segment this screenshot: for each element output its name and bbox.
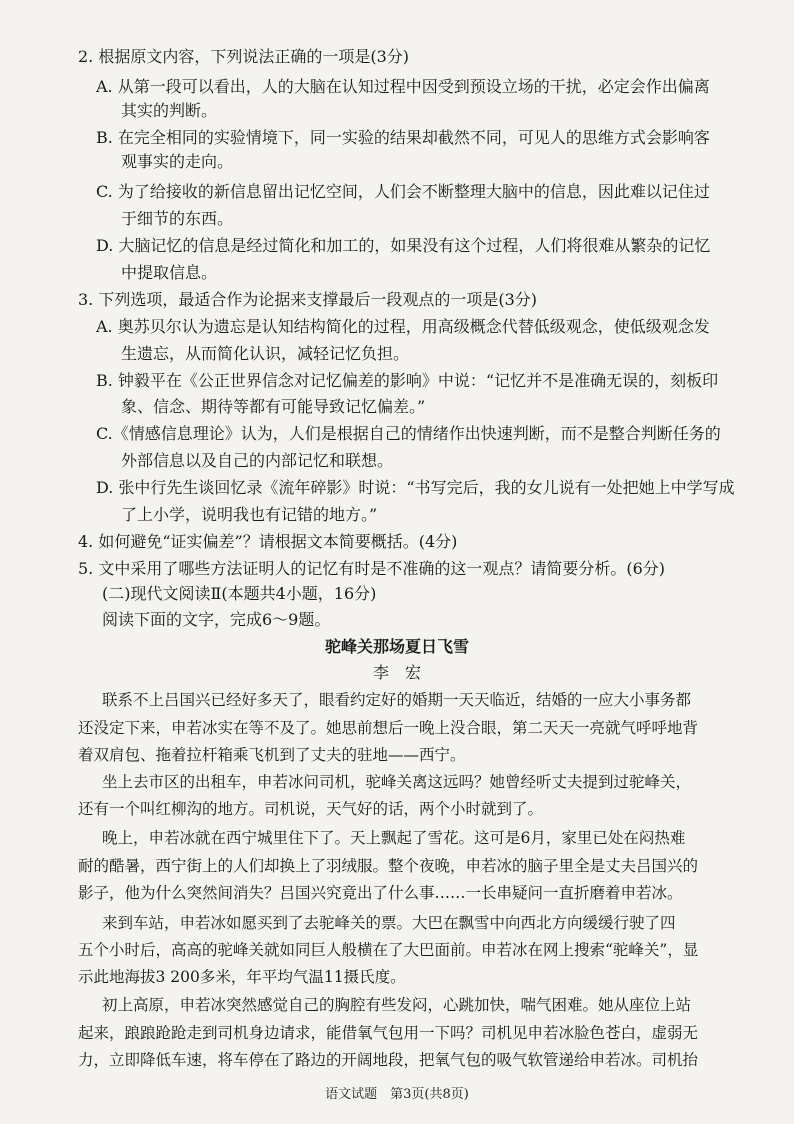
section-instruction: 阅读下面的文字，完成6～9题。 [102, 610, 331, 629]
story-line: 力，立即降低车速，将车停在了路边的开阔地段，把氧气包的吸气软管递给申若冰。司机抬 [78, 1051, 699, 1069]
question-3-option-a: A. 奥苏贝尔认为遗忘是认知结构简化的过程，用高级概念代替低级观念，使低级观念发 [96, 317, 710, 336]
question-3-option-c: C.《情感信息理论》认为，人们是根据自己的情绪作出快速判断，而不是整合判断任务的 [96, 424, 721, 443]
question-5: 5. 文中采用了哪些方法证明人的记忆有时是不准确的这一观点？请简要分析。(6分) [78, 559, 666, 578]
story-line: 还没定下来，申若冰实在等不及了。她思前想后一晚上没合眼，第二天天一亮就气呼呼地背 [78, 719, 699, 737]
story-line: 初上高原，申若冰突然感觉自己的胸腔有些发闷，心跳加快，喘气困难。她从座位上站 [102, 996, 692, 1014]
story-line: 还有一个叫红柳沟的地方。司机说，天气好的话，两个小时就到了。 [78, 800, 544, 818]
story-author: 李 宏 [372, 663, 421, 682]
story-line: 影子，他为什么突然间消失？吕国兴究竟出了什么事……一长串疑问一直折磨着申若冰。 [78, 884, 683, 902]
section-heading: (二)现代文阅读Ⅱ(本题共4小题，16分) [102, 584, 377, 603]
question-2-option-d-cont: 中提取信息。 [121, 263, 218, 282]
page-footer: 语文试题 第3页(共8页) [325, 1087, 469, 1102]
question-3-option-b: B. 钟毅平在《公正世界信念对记忆偏差的影响》中说：“记忆并不是准确无误的，刻板印 [96, 371, 719, 390]
question-2-option-b: B. 在完全相同的实验情境下，同一实验的结果却截然不同，可见人的思维方式会影响客 [96, 128, 710, 147]
story-line: 晚上，申若冰就在西宁城里住下了。天上飘起了雪花。这可是6月，家里已处在闷热难 [102, 829, 686, 847]
story-line: 来到车站，申若冰如愿买到了去驼峰关的票。大巴在飘雪中向西北方向缓缓行驶了四 [102, 914, 676, 932]
question-2-option-a: A. 从第一段可以看出，人的大脑在认知过程中因受到预设立场的干扰，必定会作出偏离 [96, 77, 710, 96]
question-3-option-b-cont: 象、信念、期待等都有可能导致记忆偏差。” [121, 397, 426, 416]
question-2-option-a-cont: 其实的判断。 [121, 101, 218, 120]
question-3-option-c-cont: 外部信息以及自己的内部记忆和联想。 [121, 451, 394, 470]
question-2-option-d: D. 大脑记忆的信息是经过简化和加工的，如果没有这个过程，人们将很难从繁杂的记忆 [96, 236, 711, 255]
question-3-stem: 3. 下列选项，最适合作为论据来支撑最后一段观点的一项是(3分) [78, 290, 538, 309]
story-line: 联系不上吕国兴已经好多天了，眼看约定好的婚期一天天临近，结婚的一应大小事务都 [102, 691, 692, 709]
story-line: 起来，踉踉跄跄走到司机身边请求，能借氧气包用一下吗？司机见申若冰脸色苍白，虚弱无 [78, 1024, 699, 1042]
question-3-option-d-cont: 了上小学，说明我也有记错的地方。” [121, 505, 378, 524]
story-line: 耐的酷暑，西宁街上的人们却换上了羽绒服。整个夜晚，申若冰的脑子里全是丈夫吕国兴的 [78, 857, 699, 875]
question-3-option-d: D. 张中行先生谈回忆录《流年碎影》时说：“书写完后，我的女儿说有一处把她上中学写成 [96, 478, 735, 497]
question-2-option-b-cont: 观事实的走向。 [121, 152, 234, 171]
story-line: 五个小时后，高高的驼峰关就如同巨人般横在了大巴面前。申若冰在网上搜索“驼峰关”，显 [78, 941, 699, 959]
story-title: 驼峰关那场夏日飞雪 [324, 637, 469, 656]
question-3-option-a-cont: 生遗忘，从而简化认识，减轻记忆负担。 [121, 344, 410, 363]
story-line: 示此地海拔3 200多米，年平均气温11摄氏度。 [78, 968, 406, 986]
question-2-option-c: C. 为了给接收的新信息留出记忆空间，人们会不断整理大脑中的信息，因此难以记住过 [96, 182, 710, 201]
question-2-stem: 2. 根据原文内容，下列说法正确的一项是(3分) [78, 47, 410, 66]
story-line: 着双肩包、拖着拉杆箱乘飞机到了丈夫的驻地——西宁。 [78, 746, 466, 764]
story-line: 坐上去市区的出租车，申若冰问司机，驼峰关离这远吗？她曾经听丈夫提到过驼峰关， [102, 773, 692, 791]
question-4: 4. 如何避免“证实偏差”？请根据文本简要概括。(4分) [78, 532, 458, 551]
question-2-option-c-cont: 于细节的东西。 [121, 209, 234, 228]
